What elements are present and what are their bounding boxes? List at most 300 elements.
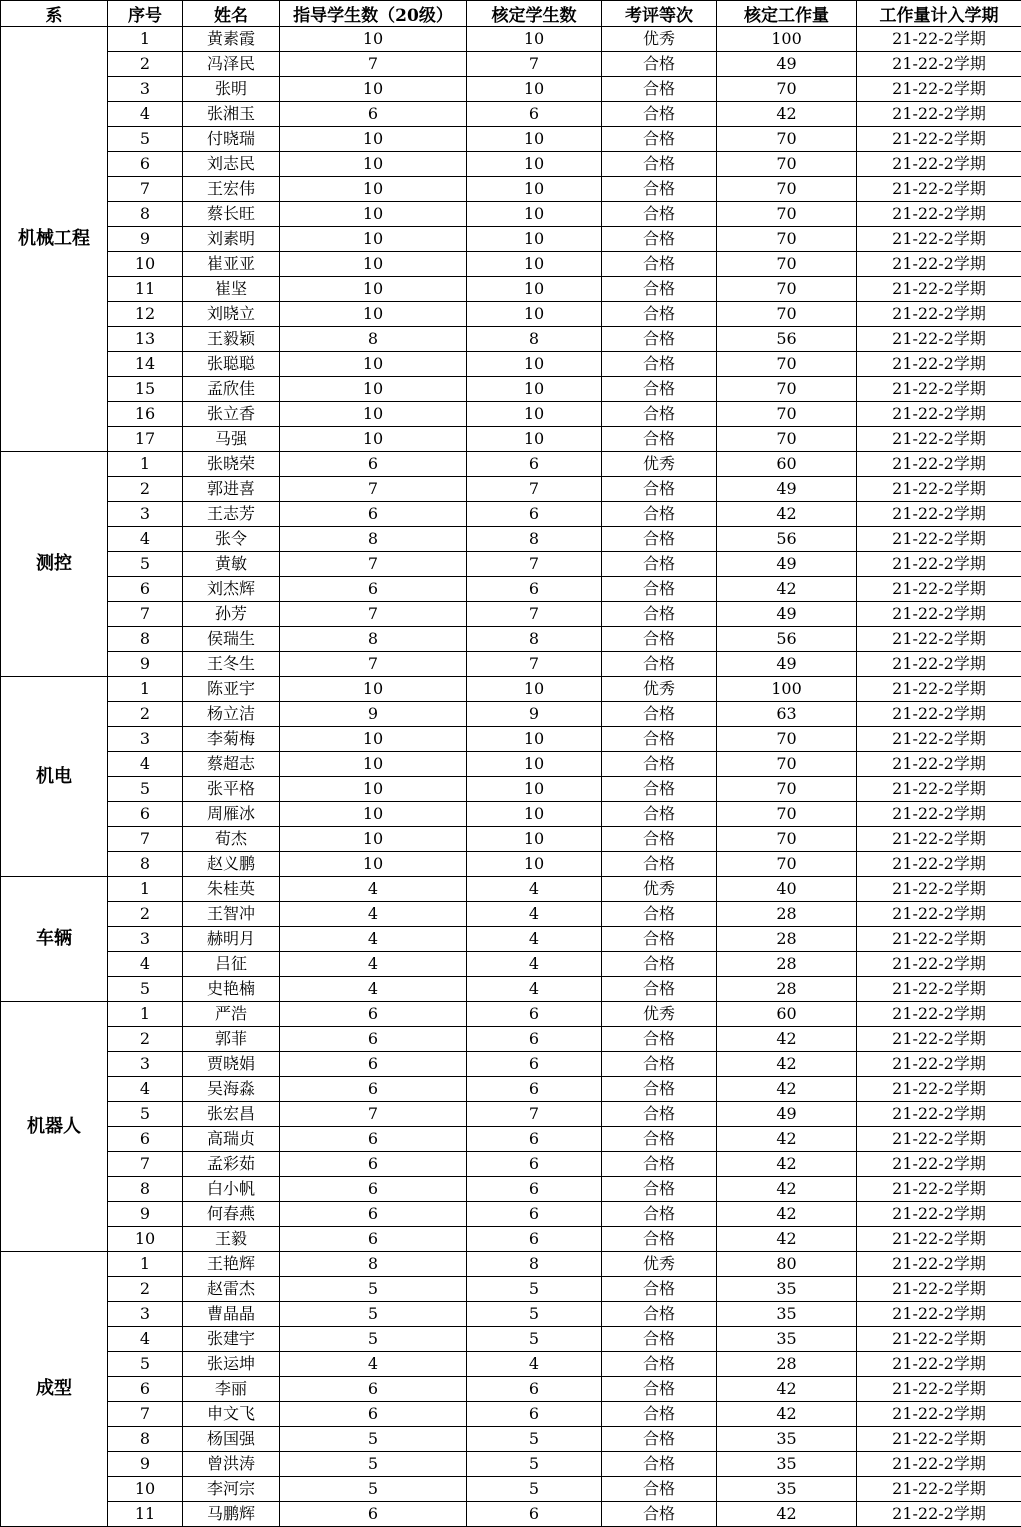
teacher-name-cell: 蔡超志 bbox=[183, 752, 280, 777]
table-header bbox=[1, 1, 1021, 27]
row-index-cell: 8 bbox=[108, 202, 183, 227]
row-index-cell: 9 bbox=[108, 1202, 183, 1227]
table-row bbox=[1, 527, 1021, 552]
evaluation-grade-cell: 合格 bbox=[602, 77, 717, 102]
guided-students-cell: 10 bbox=[280, 202, 467, 227]
semester-cell: 21-22-2学期 bbox=[857, 27, 1021, 52]
approved-students-cell: 8 bbox=[467, 527, 602, 552]
approved-students-cell: 7 bbox=[467, 1102, 602, 1127]
evaluation-grade-cell: 合格 bbox=[602, 402, 717, 427]
approved-students-cell: 5 bbox=[467, 1427, 602, 1452]
semester-cell: 21-22-2学期 bbox=[857, 1327, 1021, 1352]
teacher-name-cell: 何春燕 bbox=[183, 1202, 280, 1227]
table-row bbox=[1, 602, 1021, 627]
semester-cell: 21-22-2学期 bbox=[857, 727, 1021, 752]
approved-students-cell: 6 bbox=[467, 1402, 602, 1427]
evaluation-grade-cell: 合格 bbox=[602, 102, 717, 127]
semester-cell: 21-22-2学期 bbox=[857, 877, 1021, 902]
approved-students-cell: 10 bbox=[467, 177, 602, 202]
evaluation-grade-cell: 合格 bbox=[602, 1452, 717, 1477]
teacher-name-cell: 杨立洁 bbox=[183, 702, 280, 727]
row-index-cell: 7 bbox=[108, 602, 183, 627]
approved-students-cell: 5 bbox=[467, 1452, 602, 1477]
approved-workload-cell: 42 bbox=[717, 1127, 857, 1152]
header-guided-students: 指导学生数（20级） bbox=[280, 1, 467, 27]
approved-workload-cell: 42 bbox=[717, 1027, 857, 1052]
evaluation-grade-cell: 合格 bbox=[602, 1352, 717, 1377]
evaluation-grade-cell: 合格 bbox=[602, 502, 717, 527]
evaluation-grade-cell: 合格 bbox=[602, 902, 717, 927]
table-row bbox=[1, 52, 1021, 77]
evaluation-grade-cell: 合格 bbox=[602, 627, 717, 652]
evaluation-grade-cell: 合格 bbox=[602, 127, 717, 152]
row-index-cell: 5 bbox=[108, 777, 183, 802]
approved-students-cell: 6 bbox=[467, 1052, 602, 1077]
row-index-cell: 5 bbox=[108, 1352, 183, 1377]
table-row bbox=[1, 127, 1021, 152]
guided-students-cell: 10 bbox=[280, 402, 467, 427]
semester-cell: 21-22-2学期 bbox=[857, 1302, 1021, 1327]
row-index-cell: 3 bbox=[108, 927, 183, 952]
row-index-cell: 16 bbox=[108, 402, 183, 427]
semester-cell: 21-22-2学期 bbox=[857, 952, 1021, 977]
approved-students-cell: 10 bbox=[467, 827, 602, 852]
semester-cell: 21-22-2学期 bbox=[857, 1502, 1021, 1527]
row-index-cell: 6 bbox=[108, 1377, 183, 1402]
teacher-name-cell: 张令 bbox=[183, 527, 280, 552]
approved-workload-cell: 70 bbox=[717, 777, 857, 802]
guided-students-cell: 5 bbox=[280, 1477, 467, 1502]
header-approved-workload: 核定工作量 bbox=[717, 1, 857, 27]
evaluation-grade-cell: 合格 bbox=[602, 1027, 717, 1052]
approved-students-cell: 8 bbox=[467, 627, 602, 652]
evaluation-grade-cell: 合格 bbox=[602, 602, 717, 627]
guided-students-cell: 6 bbox=[280, 1002, 467, 1027]
teacher-name-cell: 张运坤 bbox=[183, 1352, 280, 1377]
row-index-cell: 2 bbox=[108, 477, 183, 502]
row-index-cell: 13 bbox=[108, 327, 183, 352]
evaluation-grade-cell: 合格 bbox=[602, 577, 717, 602]
teacher-name-cell: 王宏伟 bbox=[183, 177, 280, 202]
guided-students-cell: 10 bbox=[280, 752, 467, 777]
guided-students-cell: 6 bbox=[280, 1127, 467, 1152]
evaluation-grade-cell: 优秀 bbox=[602, 452, 717, 477]
semester-cell: 21-22-2学期 bbox=[857, 502, 1021, 527]
approved-workload-cell: 42 bbox=[717, 1152, 857, 1177]
evaluation-grade-cell: 合格 bbox=[602, 1077, 717, 1102]
teacher-name-cell: 郭菲 bbox=[183, 1027, 280, 1052]
guided-students-cell: 10 bbox=[280, 777, 467, 802]
evaluation-grade-cell: 合格 bbox=[602, 302, 717, 327]
approved-workload-cell: 70 bbox=[717, 302, 857, 327]
semester-cell: 21-22-2学期 bbox=[857, 277, 1021, 302]
approved-students-cell: 10 bbox=[467, 302, 602, 327]
approved-workload-cell: 35 bbox=[717, 1277, 857, 1302]
approved-workload-cell: 60 bbox=[717, 1002, 857, 1027]
row-index-cell: 11 bbox=[108, 277, 183, 302]
approved-workload-cell: 35 bbox=[717, 1452, 857, 1477]
table-row bbox=[1, 1452, 1021, 1477]
approved-students-cell: 4 bbox=[467, 1352, 602, 1377]
approved-workload-cell: 70 bbox=[717, 852, 857, 877]
row-index-cell: 12 bbox=[108, 302, 183, 327]
row-index-cell: 3 bbox=[108, 502, 183, 527]
row-index-cell: 2 bbox=[108, 702, 183, 727]
table-row bbox=[1, 1302, 1021, 1327]
semester-cell: 21-22-2学期 bbox=[857, 1177, 1021, 1202]
semester-cell: 21-22-2学期 bbox=[857, 1027, 1021, 1052]
semester-cell: 21-22-2学期 bbox=[857, 802, 1021, 827]
row-index-cell: 8 bbox=[108, 852, 183, 877]
approved-workload-cell: 40 bbox=[717, 877, 857, 902]
approved-workload-cell: 70 bbox=[717, 352, 857, 377]
table-row bbox=[1, 252, 1021, 277]
evaluation-grade-cell: 合格 bbox=[602, 152, 717, 177]
guided-students-cell: 7 bbox=[280, 552, 467, 577]
table-row bbox=[1, 352, 1021, 377]
approved-students-cell: 10 bbox=[467, 202, 602, 227]
table-row bbox=[1, 77, 1021, 102]
semester-cell: 21-22-2学期 bbox=[857, 777, 1021, 802]
semester-cell: 21-22-2学期 bbox=[857, 527, 1021, 552]
guided-students-cell: 5 bbox=[280, 1427, 467, 1452]
row-index-cell: 6 bbox=[108, 1127, 183, 1152]
teacher-name-cell: 蔡长旺 bbox=[183, 202, 280, 227]
evaluation-grade-cell: 合格 bbox=[602, 652, 717, 677]
teacher-name-cell: 付晓瑞 bbox=[183, 127, 280, 152]
approved-students-cell: 10 bbox=[467, 777, 602, 802]
approved-students-cell: 9 bbox=[467, 702, 602, 727]
approved-workload-cell: 49 bbox=[717, 552, 857, 577]
evaluation-grade-cell: 合格 bbox=[602, 827, 717, 852]
semester-cell: 21-22-2学期 bbox=[857, 1377, 1021, 1402]
semester-cell: 21-22-2学期 bbox=[857, 452, 1021, 477]
semester-cell: 21-22-2学期 bbox=[857, 302, 1021, 327]
semester-cell: 21-22-2学期 bbox=[857, 1352, 1021, 1377]
teacher-name-cell: 孟彩茹 bbox=[183, 1152, 280, 1177]
semester-cell: 21-22-2学期 bbox=[857, 1252, 1021, 1277]
guided-students-cell: 5 bbox=[280, 1452, 467, 1477]
guided-students-cell: 10 bbox=[280, 852, 467, 877]
teacher-name-cell: 曾洪涛 bbox=[183, 1452, 280, 1477]
semester-cell: 21-22-2学期 bbox=[857, 552, 1021, 577]
guided-students-cell: 6 bbox=[280, 1202, 467, 1227]
guided-students-cell: 4 bbox=[280, 902, 467, 927]
guided-students-cell: 4 bbox=[280, 877, 467, 902]
semester-cell: 21-22-2学期 bbox=[857, 352, 1021, 377]
approved-students-cell: 6 bbox=[467, 1202, 602, 1227]
approved-students-cell: 4 bbox=[467, 952, 602, 977]
department-cell: 机械工程 bbox=[1, 27, 108, 452]
table-row bbox=[1, 1227, 1021, 1252]
department-cell: 成型 bbox=[1, 1252, 108, 1527]
approved-workload-cell: 70 bbox=[717, 277, 857, 302]
approved-students-cell: 6 bbox=[467, 1002, 602, 1027]
guided-students-cell: 4 bbox=[280, 977, 467, 1002]
semester-cell: 21-22-2学期 bbox=[857, 1052, 1021, 1077]
teacher-name-cell: 吕征 bbox=[183, 952, 280, 977]
semester-cell: 21-22-2学期 bbox=[857, 227, 1021, 252]
row-index-cell: 1 bbox=[108, 677, 183, 702]
evaluation-grade-cell: 合格 bbox=[602, 1302, 717, 1327]
teacher-name-cell: 张平格 bbox=[183, 777, 280, 802]
teacher-name-cell: 荀杰 bbox=[183, 827, 280, 852]
approved-students-cell: 7 bbox=[467, 602, 602, 627]
row-index-cell: 3 bbox=[108, 1302, 183, 1327]
table-row bbox=[1, 1477, 1021, 1502]
table-row bbox=[1, 277, 1021, 302]
semester-cell: 21-22-2学期 bbox=[857, 1002, 1021, 1027]
table-row bbox=[1, 1502, 1021, 1527]
table-row bbox=[1, 402, 1021, 427]
approved-students-cell: 6 bbox=[467, 452, 602, 477]
guided-students-cell: 7 bbox=[280, 602, 467, 627]
semester-cell: 21-22-2学期 bbox=[857, 1477, 1021, 1502]
table-row bbox=[1, 952, 1021, 977]
table-row bbox=[1, 202, 1021, 227]
approved-students-cell: 4 bbox=[467, 902, 602, 927]
teacher-name-cell: 白小帆 bbox=[183, 1177, 280, 1202]
evaluation-grade-cell: 合格 bbox=[602, 727, 717, 752]
approved-workload-cell: 35 bbox=[717, 1427, 857, 1452]
department-cell: 测控 bbox=[1, 452, 108, 677]
table-row bbox=[1, 302, 1021, 327]
evaluation-grade-cell: 合格 bbox=[602, 1127, 717, 1152]
approved-students-cell: 10 bbox=[467, 427, 602, 452]
semester-cell: 21-22-2学期 bbox=[857, 652, 1021, 677]
teacher-name-cell: 杨国强 bbox=[183, 1427, 280, 1452]
row-index-cell: 1 bbox=[108, 1252, 183, 1277]
evaluation-grade-cell: 合格 bbox=[602, 1402, 717, 1427]
approved-students-cell: 10 bbox=[467, 727, 602, 752]
approved-workload-cell: 49 bbox=[717, 477, 857, 502]
teacher-name-cell: 王毅颖 bbox=[183, 327, 280, 352]
semester-cell: 21-22-2学期 bbox=[857, 602, 1021, 627]
row-index-cell: 5 bbox=[108, 127, 183, 152]
semester-cell: 21-22-2学期 bbox=[857, 102, 1021, 127]
guided-students-cell: 10 bbox=[280, 177, 467, 202]
approved-students-cell: 7 bbox=[467, 652, 602, 677]
approved-students-cell: 10 bbox=[467, 352, 602, 377]
semester-cell: 21-22-2学期 bbox=[857, 52, 1021, 77]
approved-workload-cell: 70 bbox=[717, 377, 857, 402]
evaluation-grade-cell: 优秀 bbox=[602, 1002, 717, 1027]
approved-workload-cell: 28 bbox=[717, 952, 857, 977]
approved-workload-cell: 42 bbox=[717, 502, 857, 527]
approved-workload-cell: 35 bbox=[717, 1477, 857, 1502]
evaluation-grade-cell: 合格 bbox=[602, 527, 717, 552]
row-index-cell: 8 bbox=[108, 1427, 183, 1452]
teacher-name-cell: 王艳辉 bbox=[183, 1252, 280, 1277]
approved-students-cell: 5 bbox=[467, 1477, 602, 1502]
semester-cell: 21-22-2学期 bbox=[857, 377, 1021, 402]
evaluation-grade-cell: 合格 bbox=[602, 1377, 717, 1402]
approved-students-cell: 6 bbox=[467, 1152, 602, 1177]
table-row bbox=[1, 727, 1021, 752]
approved-workload-cell: 28 bbox=[717, 977, 857, 1002]
row-index-cell: 1 bbox=[108, 877, 183, 902]
table-row bbox=[1, 377, 1021, 402]
teacher-name-cell: 赵雷杰 bbox=[183, 1277, 280, 1302]
semester-cell: 21-22-2学期 bbox=[857, 702, 1021, 727]
teacher-name-cell: 曹晶晶 bbox=[183, 1302, 280, 1327]
semester-cell: 21-22-2学期 bbox=[857, 252, 1021, 277]
table-row bbox=[1, 452, 1021, 477]
guided-students-cell: 9 bbox=[280, 702, 467, 727]
guided-students-cell: 8 bbox=[280, 627, 467, 652]
header-semester: 工作量计入学期 bbox=[857, 1, 1021, 27]
teacher-name-cell: 孟欣佳 bbox=[183, 377, 280, 402]
approved-students-cell: 6 bbox=[467, 1027, 602, 1052]
evaluation-grade-cell: 合格 bbox=[602, 227, 717, 252]
approved-students-cell: 8 bbox=[467, 1252, 602, 1277]
teacher-name-cell: 王冬生 bbox=[183, 652, 280, 677]
table-row bbox=[1, 477, 1021, 502]
guided-students-cell: 10 bbox=[280, 827, 467, 852]
row-index-cell: 17 bbox=[108, 427, 183, 452]
row-index-cell: 5 bbox=[108, 552, 183, 577]
evaluation-grade-cell: 合格 bbox=[602, 777, 717, 802]
approved-workload-cell: 70 bbox=[717, 152, 857, 177]
table-row bbox=[1, 152, 1021, 177]
approved-workload-cell: 100 bbox=[717, 27, 857, 52]
guided-students-cell: 8 bbox=[280, 527, 467, 552]
table-row bbox=[1, 1277, 1021, 1302]
guided-students-cell: 6 bbox=[280, 1152, 467, 1177]
approved-workload-cell: 80 bbox=[717, 1252, 857, 1277]
teacher-name-cell: 刘杰辉 bbox=[183, 577, 280, 602]
evaluation-grade-cell: 合格 bbox=[602, 1427, 717, 1452]
semester-cell: 21-22-2学期 bbox=[857, 402, 1021, 427]
teacher-name-cell: 申文飞 bbox=[183, 1402, 280, 1427]
approved-students-cell: 7 bbox=[467, 552, 602, 577]
teacher-name-cell: 张晓荣 bbox=[183, 452, 280, 477]
row-index-cell: 4 bbox=[108, 752, 183, 777]
approved-students-cell: 8 bbox=[467, 327, 602, 352]
table-row bbox=[1, 327, 1021, 352]
table-row bbox=[1, 652, 1021, 677]
semester-cell: 21-22-2学期 bbox=[857, 1102, 1021, 1127]
teacher-name-cell: 刘晓立 bbox=[183, 302, 280, 327]
evaluation-grade-cell: 合格 bbox=[602, 702, 717, 727]
teacher-name-cell: 王智冲 bbox=[183, 902, 280, 927]
teacher-name-cell: 侯瑞生 bbox=[183, 627, 280, 652]
row-index-cell: 5 bbox=[108, 1102, 183, 1127]
row-index-cell: 10 bbox=[108, 1227, 183, 1252]
table-row bbox=[1, 227, 1021, 252]
row-index-cell: 5 bbox=[108, 977, 183, 1002]
row-index-cell: 9 bbox=[108, 1452, 183, 1477]
row-index-cell: 4 bbox=[108, 1327, 183, 1352]
approved-workload-cell: 70 bbox=[717, 252, 857, 277]
approved-workload-cell: 42 bbox=[717, 1202, 857, 1227]
teacher-name-cell: 吴海淼 bbox=[183, 1077, 280, 1102]
table-row bbox=[1, 177, 1021, 202]
approved-students-cell: 7 bbox=[467, 477, 602, 502]
evaluation-grade-cell: 合格 bbox=[602, 327, 717, 352]
approved-students-cell: 6 bbox=[467, 1227, 602, 1252]
row-index-cell: 3 bbox=[108, 727, 183, 752]
evaluation-grade-cell: 合格 bbox=[602, 352, 717, 377]
table-row bbox=[1, 827, 1021, 852]
row-index-cell: 6 bbox=[108, 152, 183, 177]
guided-students-cell: 4 bbox=[280, 952, 467, 977]
approved-workload-cell: 28 bbox=[717, 1352, 857, 1377]
approved-workload-cell: 28 bbox=[717, 927, 857, 952]
teacher-name-cell: 黄敏 bbox=[183, 552, 280, 577]
evaluation-grade-cell: 合格 bbox=[602, 1202, 717, 1227]
teacher-name-cell: 王毅 bbox=[183, 1227, 280, 1252]
approved-workload-cell: 42 bbox=[717, 1227, 857, 1252]
guided-students-cell: 4 bbox=[280, 1352, 467, 1377]
evaluation-grade-cell: 优秀 bbox=[602, 677, 717, 702]
table-row bbox=[1, 1377, 1021, 1402]
semester-cell: 21-22-2学期 bbox=[857, 827, 1021, 852]
guided-students-cell: 10 bbox=[280, 252, 467, 277]
semester-cell: 21-22-2学期 bbox=[857, 852, 1021, 877]
semester-cell: 21-22-2学期 bbox=[857, 1452, 1021, 1477]
evaluation-grade-cell: 合格 bbox=[602, 1477, 717, 1502]
table-row bbox=[1, 627, 1021, 652]
guided-students-cell: 10 bbox=[280, 677, 467, 702]
approved-workload-cell: 60 bbox=[717, 452, 857, 477]
approved-workload-cell: 70 bbox=[717, 727, 857, 752]
guided-students-cell: 6 bbox=[280, 102, 467, 127]
table-row bbox=[1, 1327, 1021, 1352]
approved-students-cell: 10 bbox=[467, 377, 602, 402]
guided-students-cell: 6 bbox=[280, 1027, 467, 1052]
semester-cell: 21-22-2学期 bbox=[857, 752, 1021, 777]
teacher-name-cell: 李丽 bbox=[183, 1377, 280, 1402]
evaluation-grade-cell: 合格 bbox=[602, 202, 717, 227]
teacher-name-cell: 郭进喜 bbox=[183, 477, 280, 502]
approved-workload-cell: 70 bbox=[717, 427, 857, 452]
approved-workload-cell: 56 bbox=[717, 327, 857, 352]
row-index-cell: 10 bbox=[108, 252, 183, 277]
guided-students-cell: 6 bbox=[280, 1052, 467, 1077]
approved-workload-cell: 42 bbox=[717, 577, 857, 602]
row-index-cell: 3 bbox=[108, 77, 183, 102]
guided-students-cell: 8 bbox=[280, 327, 467, 352]
approved-students-cell: 10 bbox=[467, 752, 602, 777]
approved-workload-cell: 70 bbox=[717, 752, 857, 777]
table-row bbox=[1, 1002, 1021, 1027]
header-evaluation-grade: 考评等次 bbox=[602, 1, 717, 27]
evaluation-grade-cell: 合格 bbox=[602, 477, 717, 502]
approved-workload-cell: 70 bbox=[717, 202, 857, 227]
table-row bbox=[1, 102, 1021, 127]
evaluation-grade-cell: 合格 bbox=[602, 1502, 717, 1527]
approved-workload-cell: 70 bbox=[717, 127, 857, 152]
approved-students-cell: 10 bbox=[467, 77, 602, 102]
header-index: 序号 bbox=[108, 1, 183, 27]
approved-workload-cell: 42 bbox=[717, 1177, 857, 1202]
teacher-name-cell: 张聪聪 bbox=[183, 352, 280, 377]
approved-workload-cell: 42 bbox=[717, 1402, 857, 1427]
table-row bbox=[1, 1202, 1021, 1227]
approved-students-cell: 7 bbox=[467, 52, 602, 77]
table-row bbox=[1, 852, 1021, 877]
row-index-cell: 2 bbox=[108, 1277, 183, 1302]
table-row bbox=[1, 1177, 1021, 1202]
approved-workload-cell: 35 bbox=[717, 1302, 857, 1327]
teacher-name-cell: 贾晓娟 bbox=[183, 1052, 280, 1077]
row-index-cell: 8 bbox=[108, 627, 183, 652]
table-row bbox=[1, 977, 1021, 1002]
guided-students-cell: 6 bbox=[280, 577, 467, 602]
row-index-cell: 4 bbox=[108, 1077, 183, 1102]
approved-students-cell: 10 bbox=[467, 802, 602, 827]
